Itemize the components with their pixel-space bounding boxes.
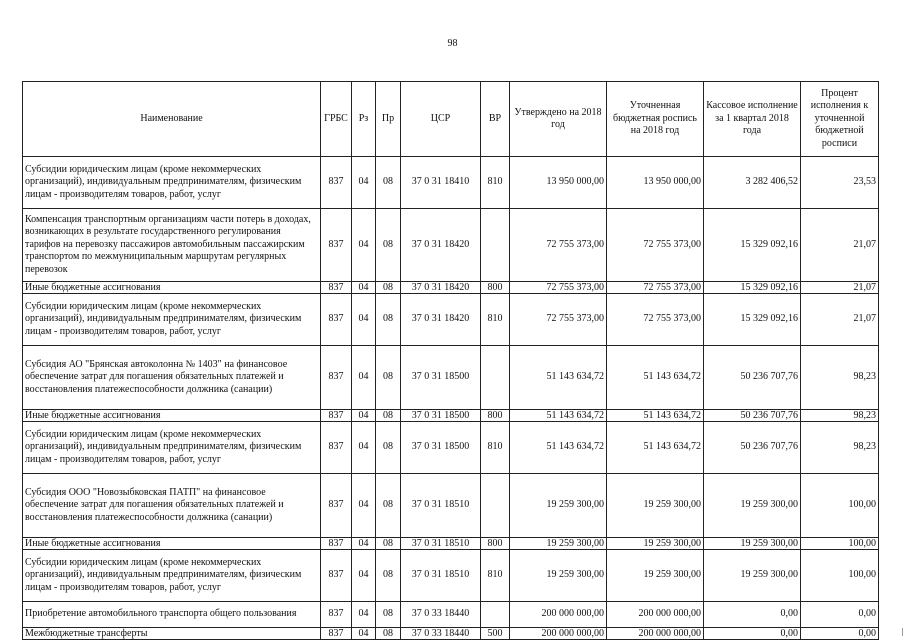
header-name: Наименование [23,82,321,157]
row-cash: 19 259 300,00 [704,550,801,602]
row-percent: 100,00 [801,550,879,602]
row-vr: 810 [481,294,510,346]
table-row [23,294,879,346]
row-refined: 200 000 000,00 [607,602,704,628]
row-pr: 08 [376,538,401,550]
row-approved: 72 755 373,00 [510,294,607,346]
row-name: Субсидии юридическим лицам (кроме некоммерческих организаций), индивидуальным предпринимателям, физическим лицам - производителям товаров, работ, услуг [23,422,321,474]
table-row [23,282,879,294]
row-vr: 810 [481,157,510,209]
row-approved: 19 259 300,00 [510,550,607,602]
row-rz: 04 [352,538,376,550]
row-csr: 37 0 31 18500 [401,346,481,410]
row-pr: 08 [376,282,401,294]
row-approved: 200 000 000,00 [510,602,607,628]
row-approved: 200 000 000,00 [510,628,607,640]
row-cash: 19 259 300,00 [704,538,801,550]
row-cash: 50 236 707,76 [704,346,801,410]
row-grbs: 837 [321,550,352,602]
row-csr: 37 0 31 18510 [401,550,481,602]
header-approved: Утверждено на 2018 год [510,82,607,157]
row-vr: 810 [481,550,510,602]
row-csr: 37 0 31 18420 [401,282,481,294]
row-percent: 23,53 [801,157,879,209]
row-rz: 04 [352,410,376,422]
row-rz: 04 [352,282,376,294]
row-cash: 3 282 406,52 [704,157,801,209]
row-name: Иные бюджетные ассигнования [23,538,321,550]
row-approved: 72 755 373,00 [510,282,607,294]
header-percent: Процент исполнения к уточненной бюджетной росписи [801,82,879,157]
row-csr: 37 0 31 18500 [401,410,481,422]
row-pr: 08 [376,346,401,410]
row-percent: 21,07 [801,294,879,346]
row-cash: 15 329 092,16 [704,294,801,346]
row-vr [481,346,510,410]
row-refined: 19 259 300,00 [607,538,704,550]
row-name: Субсидия ООО "Новозыбковская ПАТП" на финансовое обеспечение затрат для погашения обязательных платежей и восстановления платежеспособности должника (санации) [23,474,321,538]
row-pr: 08 [376,628,401,640]
row-approved: 13 950 000,00 [510,157,607,209]
row-name: Субсидии юридическим лицам (кроме некоммерческих организаций), индивидуальным предпринимателям, физическим лицам - производителям товаров, работ, услуг [23,294,321,346]
row-vr: 810 [481,422,510,474]
row-percent: 21,07 [801,209,879,282]
row-name: Субсидия АО "Брянская автоколонна № 1403" на финансовое обеспечение затрат для погашения обязательных платежей и восстановления платежеспособности должника (санации) [23,346,321,410]
row-cash: 15 329 092,16 [704,282,801,294]
row-refined: 200 000 000,00 [607,628,704,640]
table-row [23,209,879,282]
row-refined: 72 755 373,00 [607,209,704,282]
row-csr: 37 0 31 18420 [401,294,481,346]
row-name: Субсидии юридическим лицам (кроме некоммерческих организаций), индивидуальным предпринимателям, физическим лицам - производителям товаров, работ, услуг [23,550,321,602]
row-csr: 37 0 31 18500 [401,422,481,474]
row-vr: 500 [481,628,510,640]
page-number: 98 [447,38,458,49]
row-refined: 13 950 000,00 [607,157,704,209]
row-rz: 04 [352,209,376,282]
row-vr [481,474,510,538]
row-percent: 0,00 [801,628,879,640]
row-name: Компенсация транспортным организациям части потерь в доходах, возникающих в результате государственного регулирования тарифов на перевозку пассажиров автомобильным пассажирским транспортом по межмуниципальным маршрутам регулярных перевозок [23,209,321,282]
row-pr: 08 [376,157,401,209]
row-csr: 37 0 31 18410 [401,157,481,209]
row-name: Приобретение автомобильного транспорта общего пользования [23,602,321,628]
row-grbs: 837 [321,602,352,628]
row-grbs: 837 [321,628,352,640]
row-refined: 19 259 300,00 [607,550,704,602]
row-approved: 72 755 373,00 [510,209,607,282]
row-pr: 08 [376,422,401,474]
row-vr [481,602,510,628]
table-row [23,474,879,538]
row-vr [481,209,510,282]
table-row [23,422,879,474]
row-csr: 37 0 31 18510 [401,538,481,550]
row-pr: 08 [376,294,401,346]
row-percent: 100,00 [801,474,879,538]
row-name: Иные бюджетные ассигнования [23,410,321,422]
table-row [23,628,879,640]
row-percent: 0,00 [801,602,879,628]
header-pr: Пр [376,82,401,157]
header-refined: Уточненная бюджетная роспись на 2018 год [607,82,704,157]
row-refined: 51 143 634,72 [607,346,704,410]
row-rz: 04 [352,628,376,640]
row-name: Иные бюджетные ассигнования [23,282,321,294]
table-row [23,538,879,550]
row-refined: 51 143 634,72 [607,410,704,422]
row-refined: 19 259 300,00 [607,474,704,538]
row-cash: 15 329 092,16 [704,209,801,282]
row-percent: 98,23 [801,422,879,474]
scan-edge-mark [902,628,903,636]
row-rz: 04 [352,602,376,628]
row-vr: 800 [481,282,510,294]
row-grbs: 837 [321,422,352,474]
header-grbs: ГРБС [321,82,352,157]
row-percent: 98,23 [801,410,879,422]
header-csr: ЦСР [401,82,481,157]
row-csr: 37 0 33 18440 [401,628,481,640]
row-pr: 08 [376,602,401,628]
row-grbs: 837 [321,294,352,346]
row-grbs: 837 [321,538,352,550]
row-refined: 51 143 634,72 [607,422,704,474]
row-grbs: 837 [321,157,352,209]
row-vr: 800 [481,410,510,422]
row-rz: 04 [352,550,376,602]
row-grbs: 837 [321,410,352,422]
row-rz: 04 [352,474,376,538]
row-vr: 800 [481,538,510,550]
row-grbs: 837 [321,282,352,294]
row-percent: 21,07 [801,282,879,294]
row-approved: 19 259 300,00 [510,538,607,550]
table-row [23,550,879,602]
row-pr: 08 [376,410,401,422]
row-rz: 04 [352,157,376,209]
header-vr: ВР [481,82,510,157]
table-row [23,157,879,209]
header-rz: Рз [352,82,376,157]
row-rz: 04 [352,346,376,410]
row-rz: 04 [352,294,376,346]
row-approved: 19 259 300,00 [510,474,607,538]
row-pr: 08 [376,209,401,282]
row-cash: 0,00 [704,602,801,628]
row-refined: 72 755 373,00 [607,294,704,346]
row-csr: 37 0 31 18420 [401,209,481,282]
row-name: Межбюджетные трансферты [23,628,321,640]
row-grbs: 837 [321,346,352,410]
row-percent: 98,23 [801,346,879,410]
table-row [23,346,879,410]
budget-execution-table [22,81,879,640]
row-refined: 72 755 373,00 [607,282,704,294]
row-approved: 51 143 634,72 [510,422,607,474]
row-csr: 37 0 33 18440 [401,602,481,628]
row-rz: 04 [352,422,376,474]
table-row [23,410,879,422]
row-pr: 08 [376,550,401,602]
row-csr: 37 0 31 18510 [401,474,481,538]
row-grbs: 837 [321,474,352,538]
row-approved: 51 143 634,72 [510,346,607,410]
row-cash: 0,00 [704,628,801,640]
row-name: Субсидии юридическим лицам (кроме некоммерческих организаций), индивидуальным предпринимателям, физическим лицам - производителям товаров, работ, услуг [23,157,321,209]
table-header-row [23,82,879,157]
row-pr: 08 [376,474,401,538]
row-cash: 50 236 707,76 [704,410,801,422]
table-row [23,602,879,628]
header-cash: Кассовое исполнение за 1 квартал 2018 года [704,82,801,157]
row-grbs: 837 [321,209,352,282]
row-approved: 51 143 634,72 [510,410,607,422]
row-percent: 100,00 [801,538,879,550]
row-cash: 19 259 300,00 [704,474,801,538]
row-cash: 50 236 707,76 [704,422,801,474]
